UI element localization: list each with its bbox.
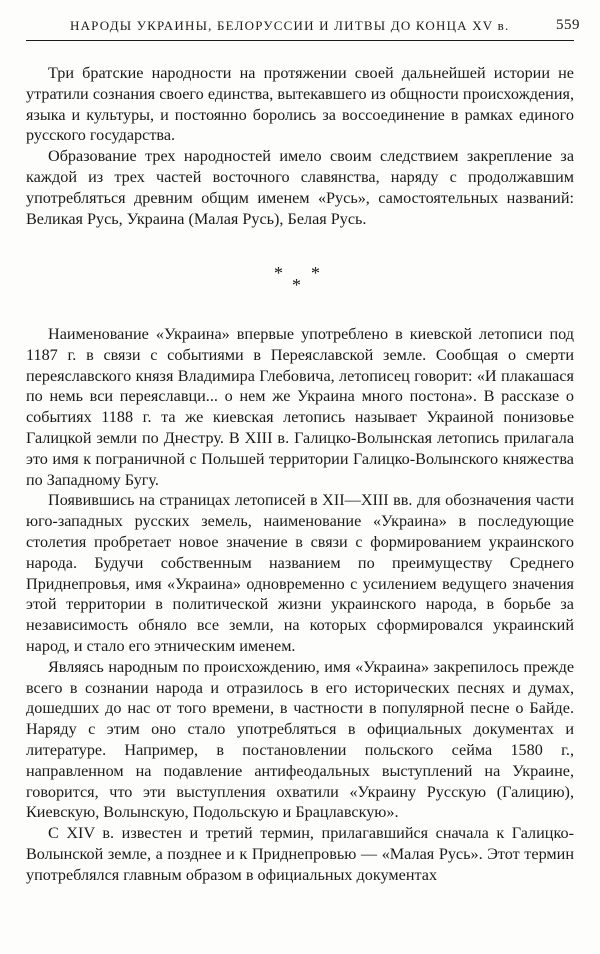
text-block-after-separator — [26, 324, 574, 886]
page-number: 559 — [556, 17, 580, 33]
paragraph: Образование трех народностей имело своим следствием закрепление за каждой из трех частей восточного славянства, наряду с продолжавшим употребляться древним общим именем «Русь», самостоятельных названий: Великая Русь, Украина (Малая Русь), Белая Русь. — [26, 147, 574, 228]
paragraph: Наименование «Украина» впервые употреблено в киевской летописи под 1187 г. в связи с событиями в Переяславской земле. Сообщая о смерти переяславского князя Владимира Глебовича, летописец говорит: «И плакашася по немь вси переяславци... о нем же Украина много постона». В рассказе о событиях 1188 г. та же киевская летопись называет Украиной понизовье Галицкой земли по Днестру. В XIII в. Галицко-Волынская летопись прилагала это имя к пограничной с Польшей территории Галицко-Волынского княжества по Западному Бугу. — [26, 325, 574, 489]
paragraph: С XIV в. известен и третий термин, прилагавшийся сначала к Галицко-Волынской земле, а позднее и к Приднепровью — «Малая Русь». Этот термин употреблялся главным образом в официальных документах — [26, 824, 574, 884]
asterism-separator — [0, 264, 600, 294]
asterisk: * — [292, 275, 301, 295]
header-rule — [26, 40, 574, 41]
text-block-before-separator — [26, 63, 574, 229]
paragraph: Появившись на страницах летописей в XII—XIII вв. для обозначения части юго-западных русских земель, наименование «Украина» в последующие столетия пробретает новое значение в связи с формированием украинского народа. Будучи собственным названием по преимуществу Среднего Приднепровья, имя «Украина» одновременно с усилением ведущего значения этой территории в политической жизни украинского народа, в борьбе за независимость обняло все земли, на которых сформировался украинский народ, и стало его этническим именем. — [26, 491, 574, 655]
running-title: НАРОДЫ УКРАИНЫ, БЕЛОРУССИИ И ЛИТВЫ ДО КОНЦА XV в. — [70, 18, 510, 33]
page-header — [40, 14, 580, 38]
asterisk: * — [274, 263, 283, 283]
paragraph: Три братские народности на протяжении своей дальнейшей истории не утратили сознания своего единства, вытекавшего из общности происхождения, языка и культуры, и постоянно боролись за воссоединение в рамках единого русского государства. — [26, 64, 574, 145]
paragraph: Являясь народным по происхождению, имя «Украина» закрепилось прежде всего в сознании народа и отразилось в его исторических песнях и думах, дошедших до нас от того времени, в частности в популярной песне о Байде. Наряду с этим оно стало употребляться в официальных документах и литературе. Например, в постановлении польского сейма 1580 г., направленном на подавление антифеодальных выступлений на Украине, говорится, что эти выступления охватили «Украину Русскую (Галицию), Киевскую, Волынскую, Подольскую и Брацлавскую». — [26, 657, 574, 822]
asterisk: * — [311, 263, 320, 283]
